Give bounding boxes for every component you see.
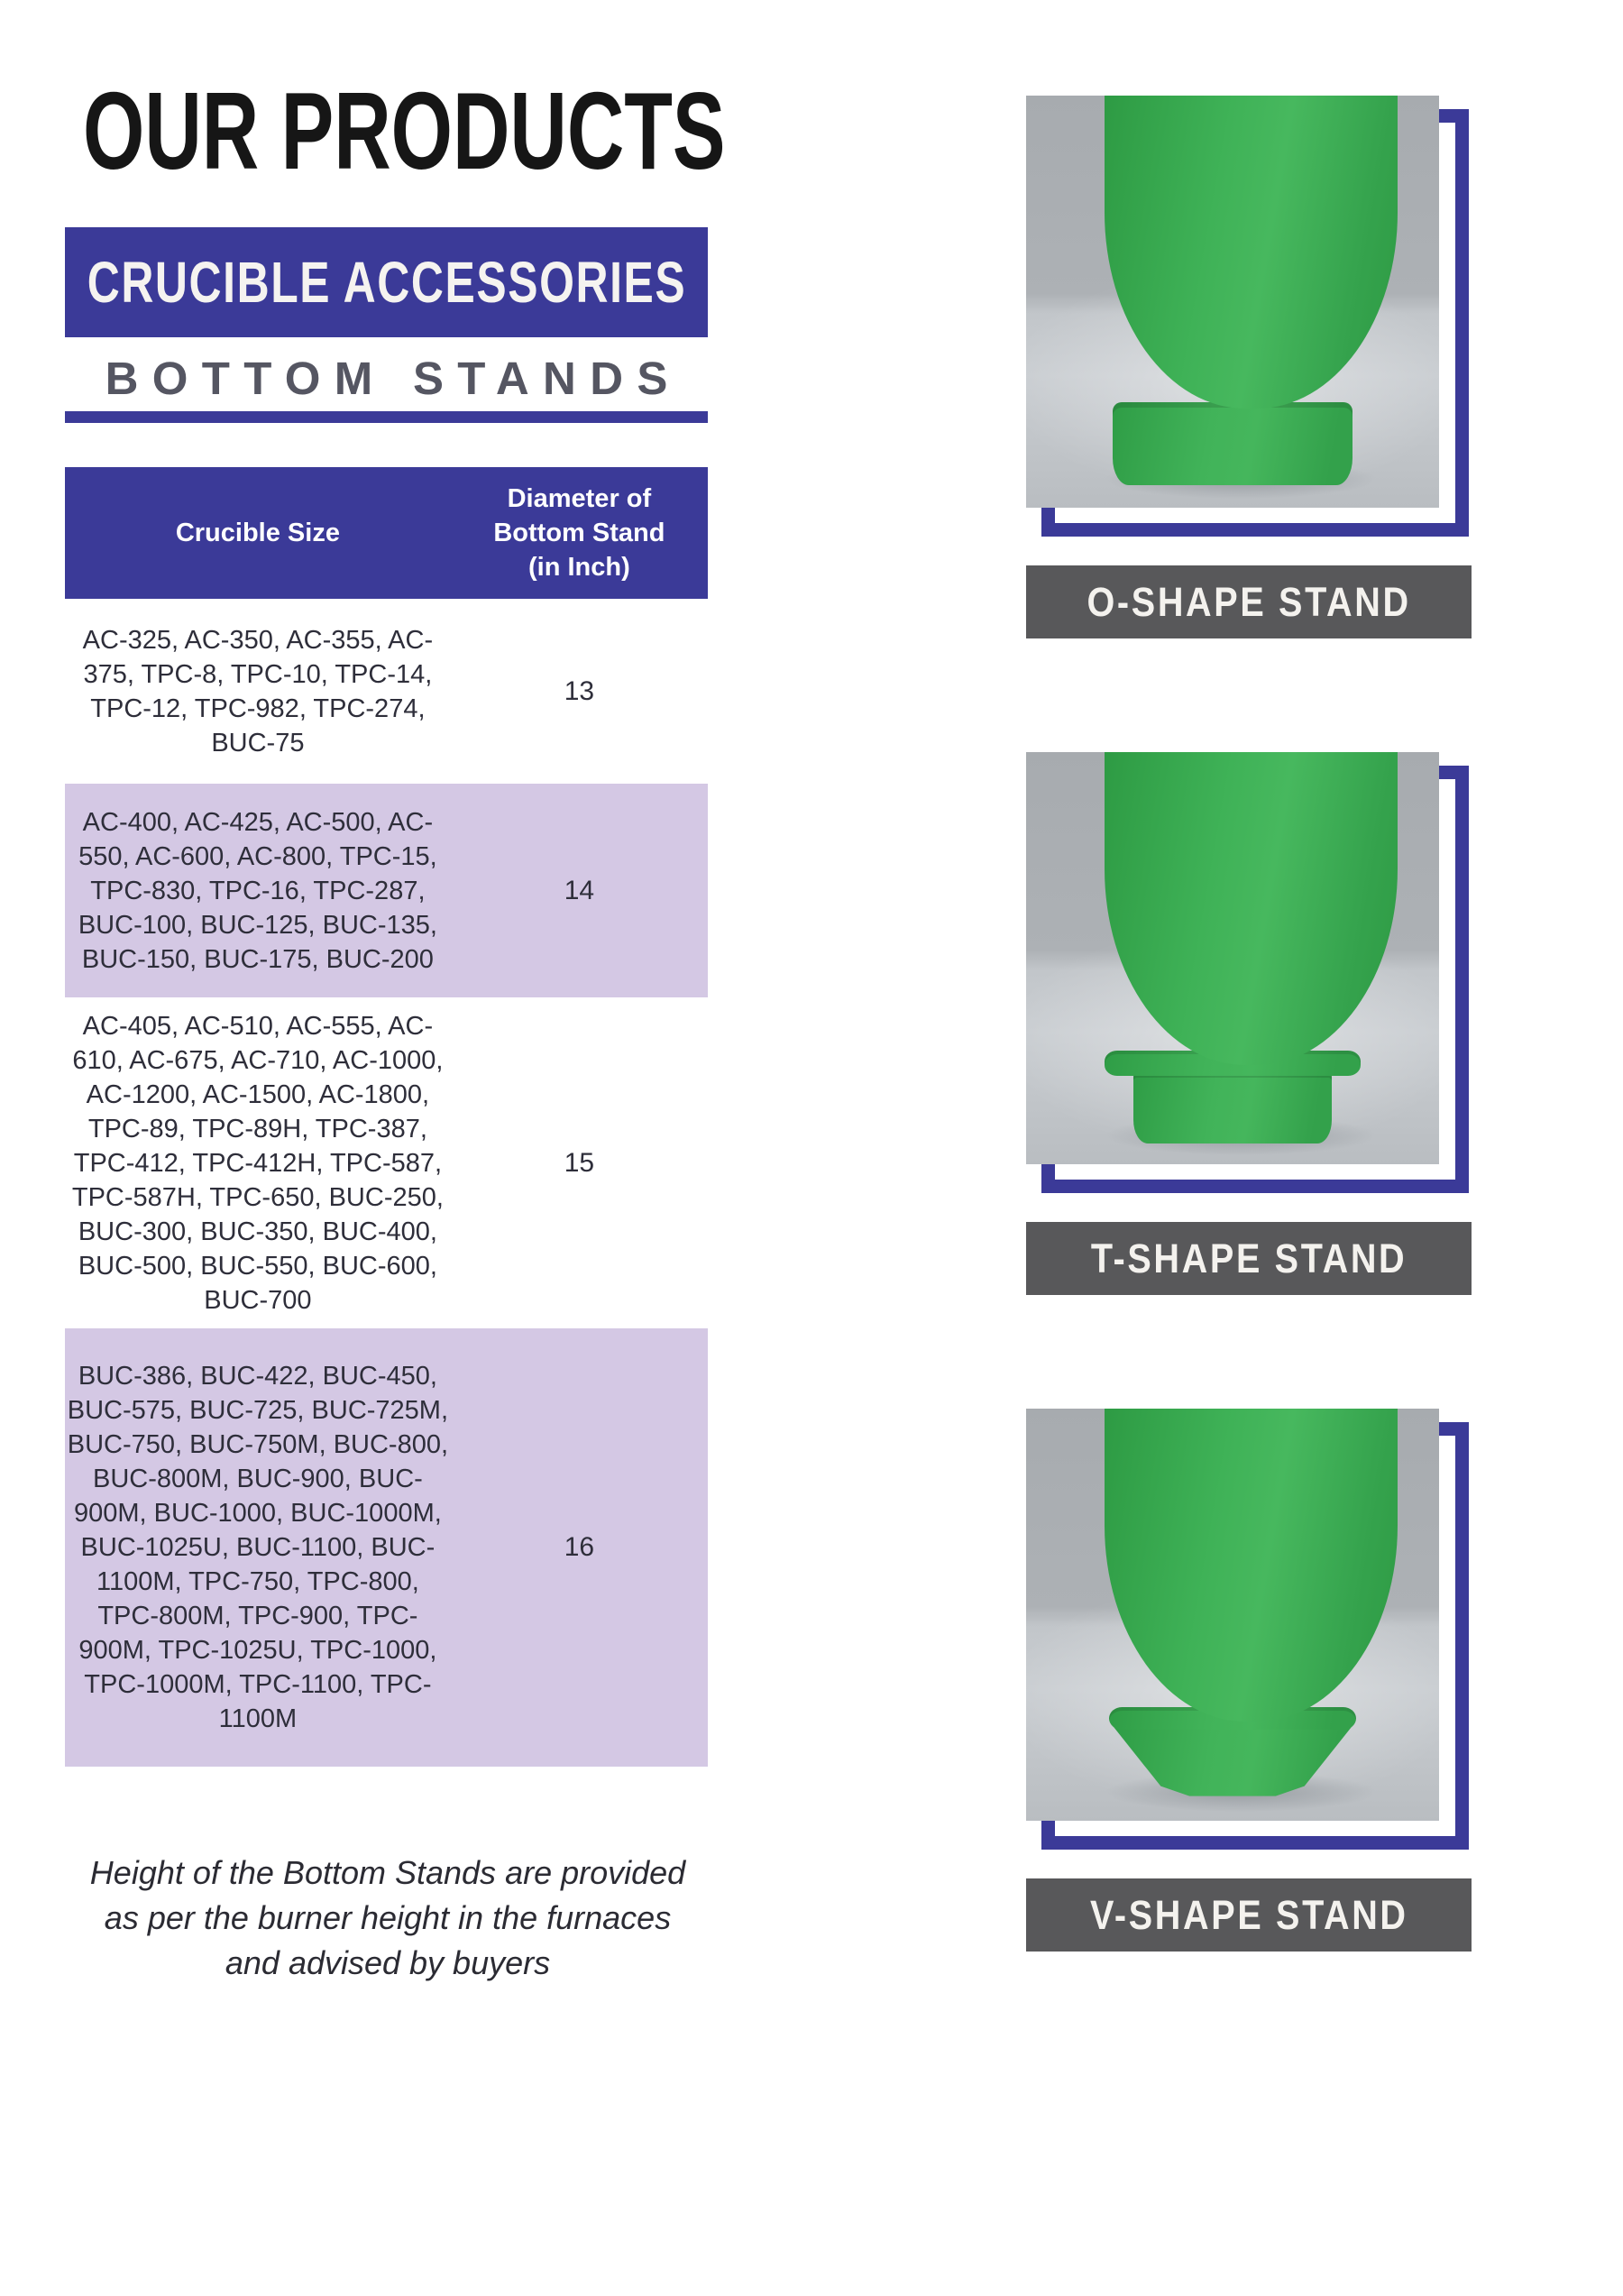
category-banner-label: CRUCIBLE ACCESSORIES bbox=[87, 250, 686, 315]
section-subtitle: BOTTOM STANDS bbox=[105, 353, 682, 404]
crucible-sizes-cell bbox=[65, 1359, 451, 1736]
t-shape-stand-label-bar bbox=[1026, 1222, 1472, 1295]
v-shape-stand-label-bar bbox=[1026, 1878, 1472, 1952]
table-header-row bbox=[65, 467, 708, 599]
t-shape-stand-section bbox=[1026, 752, 1473, 1295]
crucible-sizes-cell bbox=[65, 1009, 451, 1318]
column-header-diameter bbox=[451, 482, 708, 584]
diameter-cell: 16 bbox=[564, 1532, 595, 1562]
v-shape-stand-section bbox=[1026, 1409, 1473, 1952]
diameter-cell: 14 bbox=[564, 875, 595, 905]
table-row bbox=[65, 1328, 708, 1767]
crucible-sizes-text: AC-400, AC-425, AC-500, AC-550, AC-600, AC-800, TPC-15, TPC-830, TPC-16, TPC-287, BUC-100, BUC-125, BUC-135, BUC-150, BUC-175, BUC-200 bbox=[78, 807, 437, 974]
subtitle-underline bbox=[65, 411, 708, 423]
diameter-cell: 15 bbox=[564, 1147, 595, 1178]
v-shape-stand-label: V-SHAPE STAND bbox=[1089, 1891, 1408, 1938]
table-row bbox=[65, 997, 708, 1328]
category-banner bbox=[65, 227, 708, 337]
page-title: OUR PRODUCTS bbox=[83, 69, 726, 192]
column-header-diameter-label: Diameter of Bottom Stand (in Inch) bbox=[493, 484, 665, 582]
t-shape-stand-cylinder bbox=[1133, 1073, 1332, 1143]
o-shape-stand-photo bbox=[1026, 96, 1439, 508]
o-shape-stand-label-bar bbox=[1026, 565, 1472, 638]
height-note: Height of the Bottom Stands are provided as per the burner height in the furnaces and advised by buyers bbox=[89, 1854, 686, 1981]
t-shape-stand-label: T-SHAPE STAND bbox=[1090, 1235, 1408, 1281]
crucible-sizes-text: AC-405, AC-510, AC-555, AC-610, AC-675, AC-710, AC-1000, AC-1200, AC-1500, AC-1800, TPC-89, TPC-89H, TPC-387, TPC-412, TPC-412H, TPC-587, TPC-587H, TPC-650, BUC-250, BUC-300, BUC-350, BUC-400, BUC-500, BUC-550, BUC-600, BUC-700 bbox=[71, 1011, 444, 1315]
crucible-sizes-text: BUC-386, BUC-422, BUC-450, BUC-575, BUC-725, BUC-725M, BUC-750, BUC-750M, BUC-800, BUC-800M, BUC-900, BUC-900M, BUC-1000, BUC-1000M, BUC-1025U, BUC-1100, BUC-1100M, TPC-750, TPC-800, TPC-800M, TPC-900, TPC-900M, TPC-1025U, TPC-1000, TPC-1000M, TPC-1100, TPC-1100M bbox=[67, 1362, 449, 1733]
crucible-sizes-text: AC-325, AC-350, AC-355, AC-375, TPC-8, TPC-10, TPC-14, TPC-12, TPC-982, TPC-274, BUC-75 bbox=[82, 625, 434, 758]
o-shape-stand-label: O-SHAPE STAND bbox=[1087, 578, 1411, 625]
column-header-crucible-size: Crucible Size bbox=[175, 518, 340, 547]
table-row bbox=[65, 784, 708, 997]
table-row bbox=[65, 599, 708, 784]
v-shape-stand-photo bbox=[1026, 1409, 1439, 1821]
crucible-sizes-cell bbox=[65, 623, 451, 760]
crucible-sizes-cell bbox=[65, 805, 451, 977]
diameter-cell: 13 bbox=[564, 675, 595, 706]
o-shape-stand-section bbox=[1026, 96, 1473, 638]
t-shape-stand-photo bbox=[1026, 752, 1439, 1164]
bottom-stands-table bbox=[65, 467, 708, 1767]
o-shape-stand-shape bbox=[1113, 402, 1352, 484]
